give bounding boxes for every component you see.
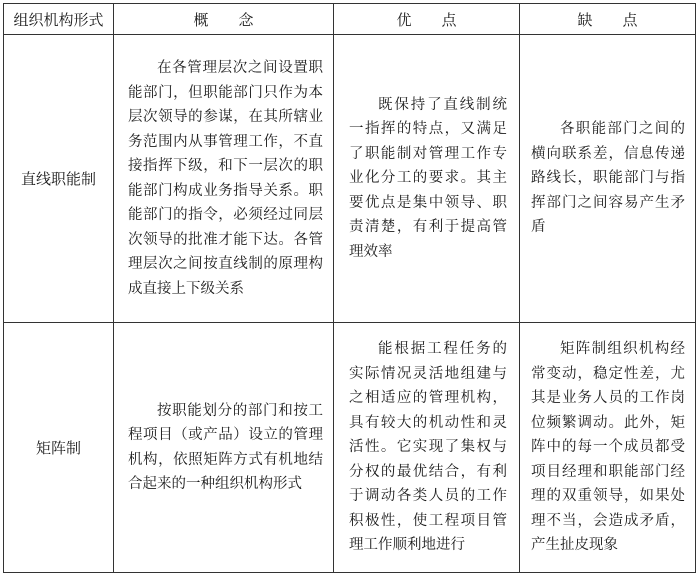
- concept-text: 按职能划分的部门和按工程项目（或产品）设立的管理机构，依照矩阵方式有机地结合起来的一种组织机构形式: [128, 402, 323, 492]
- row-concept: [114, 35, 334, 323]
- header-advantages: 优点: [334, 4, 520, 35]
- row-advantages: [334, 35, 520, 323]
- header-concept: 概念: [114, 4, 334, 35]
- header-row: [4, 4, 696, 35]
- disadvantages-text: 矩阵制组织机构经常变动，稳定性差，尤其是业务人员的工作岗位频繁调动。此外，矩阵中的每一个成员都受项目经理和职能部门经理的双重领导，如果处理不当，会造成矛盾，产生扯皮现象: [531, 341, 685, 554]
- disadvantages-text: 各职能部门之间的横向联系差，信息传递路线长，职能部门与指挥部门之间容易产生矛盾: [531, 121, 685, 236]
- concept-text: 在各管理层次之间设置职能部门，但职能部门只作为本层次领导的参谋，在其所辖业务范围内从事管理工作，不直接指挥下级，和下一层次的职能部门构成业务指导关系。职能部门的指令，必须经过同层次领导的批准才能下达。各管理层次之间按直线制的原理构成直接上下级关系: [128, 60, 323, 297]
- table-row: [4, 323, 696, 573]
- org-structure-table: [3, 3, 696, 573]
- row-form-name: 直线职能制: [4, 35, 114, 323]
- header-form: 组织机构形式: [4, 4, 114, 35]
- row-disadvantages: [520, 35, 696, 323]
- advantages-text: 能根据工程任务的实际情况灵活地组建与之相适应的管理机构，具有较大的机动性和灵活性。它实现了集权与分权的最优结合，有利于调动各类人员的工作积极性，使工程项目管理工作顺利地进行: [349, 341, 507, 554]
- row-form-name: 矩阵制: [4, 323, 114, 573]
- table-row: [4, 35, 696, 323]
- row-disadvantages: [520, 323, 696, 573]
- header-disadvantages: 缺点: [520, 4, 696, 35]
- row-advantages: [334, 323, 520, 573]
- row-concept: [114, 323, 334, 573]
- advantages-text: 既保持了直线制统一指挥的特点，又满足了职能制对管理工作专业化分工的要求。其主要优点是集中领导、职责清楚，有利于提高管理效率: [349, 96, 507, 260]
